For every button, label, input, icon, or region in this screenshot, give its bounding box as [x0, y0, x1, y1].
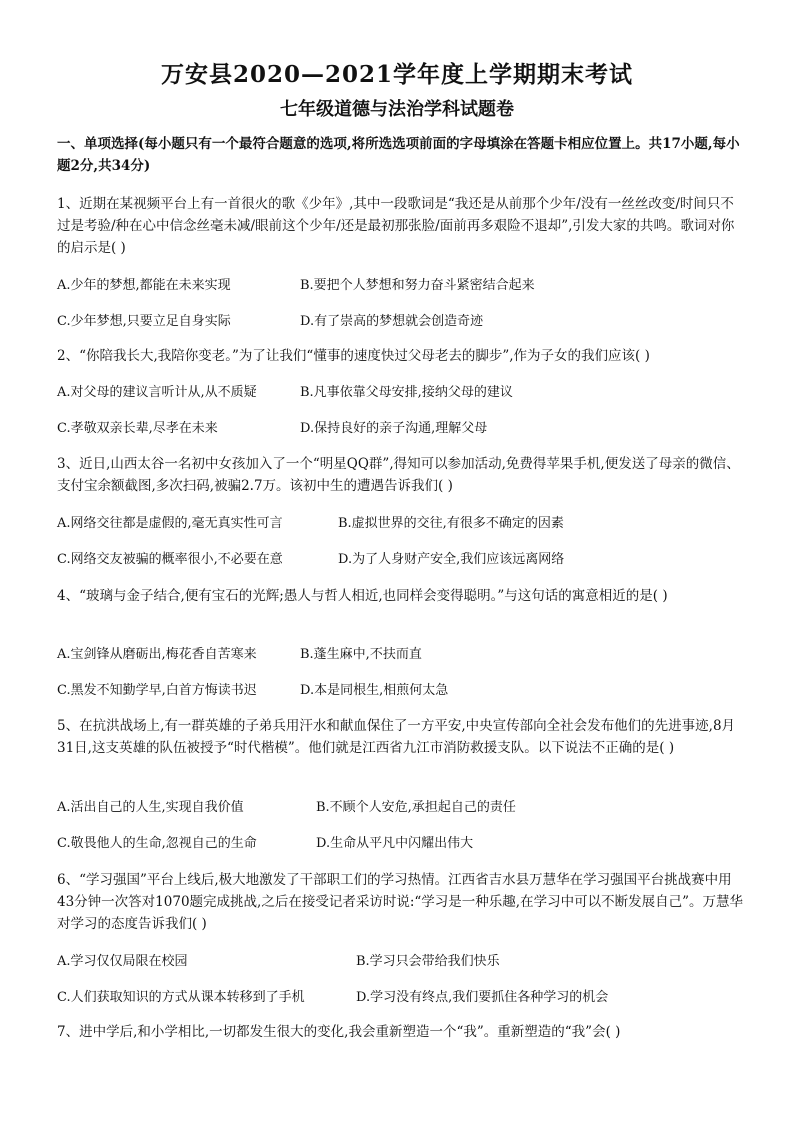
question-1-stem: 1、近期在某视频平台上有一首很火的歌《少年》,其中一段歌词是“我还是从前那个少年/没有一丝丝改变/时间只不过是考验/种在心中信念丝毫未减/眼前这个少年/还是最初那张脸/面前再多艰险不退却”,引发大家的共鸣。歌词对你的启示是( ) — [57, 196, 735, 256]
question-1-option-c[interactable]: C.少年梦想,只要立足自身实际 — [57, 314, 231, 329]
question-5-option-c[interactable]: C.敬畏他人的生命,忽视自己的生命 — [57, 836, 257, 851]
question-5-option-b[interactable]: B.不顾个人安危,承担起自己的责任 — [316, 800, 516, 815]
exam-subtitle: 七年级道德与法治学科试题卷 — [280, 99, 514, 120]
question-1-option-b[interactable]: B.要把个人梦想和努力奋斗紧密结合起来 — [300, 278, 535, 293]
question-2-option-b[interactable]: B.凡事依靠父母安排,接纳父母的建议 — [300, 385, 513, 400]
question-5-option-d[interactable]: D.生命从平凡中闪耀出伟大 — [316, 836, 474, 851]
question-4-option-c[interactable]: C.黑发不知勤学早,白首方悔读书迟 — [57, 683, 257, 698]
question-6-option-a[interactable]: A.学习仅仅局限在校园 — [57, 954, 188, 969]
question-1-option-a[interactable]: A.少年的梦想,都能在未来实现 — [57, 278, 231, 293]
question-4-option-b[interactable]: B.蓬生麻中,不扶而直 — [300, 647, 422, 662]
question-2-stem: 2、“你陪我长大,我陪你变老。”为了让我们“懂事的速度快过父母老去的脚步”,作为子女的我们应该( ) — [57, 348, 650, 364]
question-2-option-c[interactable]: C.孝敬双亲长辈,尽孝在未来 — [57, 421, 218, 436]
question-3-option-b[interactable]: B.虚拟世界的交往,有很多不确定的因素 — [338, 516, 564, 531]
question-3-stem: 3、近日,山西太谷一名初中女孩加入了一个“明星QQ群”,得知可以参加活动,免费得苹果手机,便发送了母亲的微信、支付宝余额截图,多次扫码,被骗2.7万。该初中生的遭遇告诉我们( ) — [57, 456, 740, 494]
question-4-option-a[interactable]: A.宝剑锋从磨砺出,梅花香自苦寒来 — [57, 647, 257, 662]
question-7-stem: 7、进中学后,和小学相比,一切都发生很大的变化,我会重新塑造一个“我”。重新塑造的“我”会( ) — [57, 1024, 621, 1040]
question-3-option-a[interactable]: A.网络交往都是虚假的,毫无真实性可言 — [57, 516, 283, 531]
question-4-stem: 4、“玻璃与金子结合,便有宝石的光辉;愚人与哲人相近,也同样会变得聪明。”与这句话的寓意相近的是( ) — [57, 588, 668, 604]
question-5-option-a[interactable]: A.活出自己的人生,实现自我价值 — [57, 800, 244, 815]
question-6-option-c[interactable]: C.人们获取知识的方式从课本转移到了手机 — [57, 990, 305, 1005]
section-heading: 一、单项选择(每小题只有一个最符合题意的选项,将所选选项前面的字母填涂在答题卡相应位置上。共17小题,每小题2分,共34分) — [57, 136, 740, 174]
question-5-stem: 5、在抗洪战场上,有一群英雄的子弟兵用汗水和献血保住了一方平安,中央宣传部向全社会发布他们的先进事迹,8月31日,这支英雄的队伍被授予“时代楷模”。他们就是江西省九江市消防救援支队。以下说法不正确的是( ) — [57, 718, 736, 756]
question-2-option-d[interactable]: D.保持良好的亲子沟通,理解父母 — [300, 421, 488, 436]
question-6-option-d[interactable]: D.学习没有终点,我们要抓住各种学习的机会 — [356, 990, 609, 1005]
question-1-option-d[interactable]: D.有了崇高的梦想就会创造奇迹 — [300, 314, 484, 329]
question-4-option-d[interactable]: D.本是同根生,相煎何太急 — [300, 683, 449, 698]
question-2-option-a[interactable]: A.对父母的建议言听计从,从不质疑 — [57, 385, 257, 400]
question-6-stem: 6、“学习强国”平台上线后,极大地激发了干部职工们的学习热情。江西省吉水县万慧华在学习强国平台挑战赛中用43分钟一次答对1070题完成挑战,之后在接受记者采访时说:“学习是一种乐趣,在学习中可以不断发展自己”。万慧华对学习的态度告诉我们( ) — [57, 872, 743, 932]
question-3-option-d[interactable]: D.为了人身财产安全,我们应该远离网络 — [338, 552, 565, 567]
exam-title: 万安县2020—2021学年度上学期期末考试 — [160, 61, 634, 88]
question-3-option-c[interactable]: C.网络交友被骗的概率很小,不必要在意 — [57, 552, 283, 567]
question-6-option-b[interactable]: B.学习只会带给我们快乐 — [356, 954, 500, 969]
